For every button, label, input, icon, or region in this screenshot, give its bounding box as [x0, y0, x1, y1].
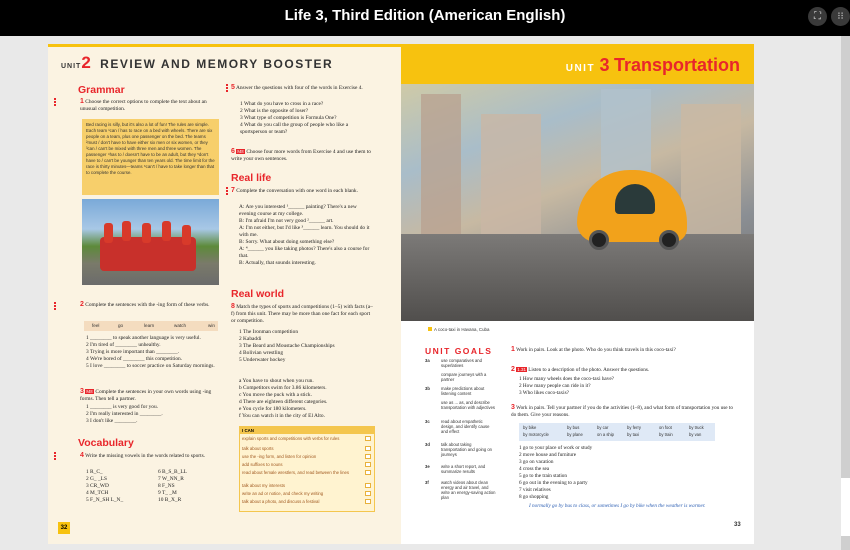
left-page — [48, 44, 401, 544]
i-can-item: use the -ing form, and listen for opinion — [242, 454, 317, 459]
checkbox[interactable] — [365, 446, 371, 451]
exercise-2: 2 Complete the sentences with the -ing form of these verbs. — [80, 301, 210, 308]
checkbox[interactable] — [365, 499, 371, 504]
exercise-4: 4 Write the missing vowels in the words related to sports. — [80, 452, 206, 459]
exercise-r2-items: 1 How many wheels does the coco-taxi have? 2 How many people can ride in it? 3 Who likes coco-taxis? — [519, 376, 614, 396]
conversation: A: Are you interested ¹______ painting? There's a new evening course at my college. B: I'm afraid I'm not very good ²______ art. A: I'm not either, but I'd like ³______ learn. You should do it with me. B: Sorry. What about doing something else? A: ⁴______ you like taking photos? There's also a course for that. B: Actually, that sounds interesting. — [239, 204, 370, 266]
real-world-title: Real world — [231, 288, 285, 300]
vocabulary-title: Vocabulary — [78, 437, 134, 449]
scroll-thumb[interactable] — [841, 478, 850, 536]
exercise-r2: 2 1.31 Listen to a description of the photo. Answer the questions. — [511, 366, 650, 373]
checkbox[interactable] — [365, 436, 371, 441]
exercise-8-facts: a You have to shout when you run. b Competitors swim for 3.86 kilometers. c You move the puck with a stick. d There are eighteen different categories. e You cycle for 180 kilometers. f You can watch it in the city of El Alto. — [239, 378, 328, 419]
unit-heading — [566, 55, 740, 76]
exercise-5-items: 1 What do you have to cross in a race? 2 What is the opposite of loser? 3 What type of competition is Formula One? 4 What do you call the group of people who like a sportsperson or team? — [240, 101, 349, 135]
checkbox[interactable] — [365, 470, 371, 475]
exercise-2-items: 1 ________ to speak another language is very useful. 2 I'm tired of ________ unhealthy. 3 Trying is more important than ________. 4 We're bored of ________ this competition. 5 I love ________ to soccer practice on Saturday mornings. — [86, 335, 215, 369]
exercise-r1: 1 Work in pairs. Look at the photo. Who do you think travels in this coco-taxi? — [511, 346, 676, 353]
i-can-title: I CAN — [240, 427, 374, 434]
word-list-1: 1 R_C_ 2 G_ _LS 3 CR_WD 4 M_TCH 5 F_N_SH L_N_ — [86, 469, 124, 503]
i-can-item: read about female wrestlers, and read between the lines — [242, 470, 350, 475]
grammar-title: Grammar — [78, 84, 125, 96]
exercise-3: 3 ME Complete the sentences in your own words using -ing forms. Then tell a partner. — [80, 388, 212, 402]
dots-marker — [54, 98, 57, 106]
side-scrollbar[interactable] — [841, 36, 850, 550]
goal-item: 3a use comparatives and superlatives — [425, 358, 482, 368]
review-heading — [61, 53, 333, 73]
unit-label: UNIT — [565, 63, 596, 74]
i-can-checklist — [239, 426, 375, 512]
dots-marker — [54, 302, 57, 310]
verbs-table: feel go learn watch win — [84, 321, 218, 331]
unit-goals-title: UNIT GOALS — [425, 346, 493, 356]
i-can-item: add suffixes to nouns — [242, 462, 283, 467]
bed-racing-text: Bed racing is silly, but it's also a lot of fun! The rules are simple. Each team ¹can / has to race on a bed with wheels. There are six people on a team, plus one passenger on the bed. The teams ²must / don't have to have either six men or six women, or they ³can / can't be mixed with three men and three women. The passenger ⁴has to / doesn't have to be an adult, but they ⁵don't have to / can't be younger than ten years old. The time limit for the race is thirty minutes—teams ⁶can't / have to take longer than that to complete the course. — [82, 119, 219, 195]
right-page — [401, 44, 754, 544]
dots-marker — [226, 84, 229, 92]
i-can-item: talk about a photo, and discuss a festival — [242, 499, 320, 504]
example-answer: I normally go by bus to class, or sometimes I go by bike when the weather is warmer. — [529, 503, 706, 509]
checkbox[interactable] — [365, 454, 371, 459]
exercise-1: 1 Choose the correct options to complete the text about an unusual competition. — [80, 98, 207, 112]
wheel-shape — [589, 230, 609, 250]
i-can-item: talk about sports — [242, 446, 274, 451]
exercise-6: 6 ME Choose four more words from Exercise 4 and use them to write your own sentences. — [231, 148, 371, 162]
i-can-item: explain sports and competitions with verbs for rules — [242, 436, 340, 441]
coco-taxi-photo — [401, 84, 754, 321]
exercise-3-items: 1 ________ is very good for you. 2 I'm really interested in ________. 3 I don't like ________. — [86, 404, 163, 424]
unit-title: Transportation — [613, 55, 740, 75]
i-can-item: write an ad or notice, and check my writing — [242, 491, 324, 496]
review-title: REVIEW AND MEMORY BOOSTER — [100, 57, 334, 71]
exercise-8: 8 Match the types of sports and competitions (1–5) with facts (a–f) from this unit. There may be more than one fact for each sport or competition. — [231, 303, 373, 324]
unit-number: 3 — [599, 55, 610, 75]
expand-icon[interactable]: ⛶ — [808, 7, 827, 26]
exercise-8-items: 1 The Ironman competition 2 Kabaddi 3 The Beard and Moustache Championships 4 Bolivian wrestling 5 Underwater hockey — [239, 329, 335, 363]
checkbox[interactable] — [365, 483, 371, 488]
unit-label: UNIT — [61, 63, 82, 70]
goal-item: 3c read about empathetic design, and identify cause and effect — [425, 419, 490, 434]
goal-item: 3b make predictions about listening content — [425, 386, 485, 396]
i-can-item: talk about my interests — [242, 483, 285, 488]
book-spread — [48, 44, 754, 544]
exercise-5: 5 Answer the questions with four of the words in Exercise 4. — [231, 84, 363, 91]
dots-marker — [226, 187, 229, 195]
exercise-r3: 3 Work in pairs. Tell your partner if you do the activities (1–8), and what form of transportation you use to do them. Give your reasons. — [511, 404, 733, 418]
viewer-toolbar — [0, 0, 850, 36]
photo-caption: A coco-taxi in Havana, Cuba — [428, 327, 489, 332]
goal-item: 3d talk about taking transportation and going on journeys — [425, 442, 492, 457]
wheel-shape — [659, 230, 679, 250]
page-top-rule — [48, 44, 401, 47]
checkbox[interactable] — [365, 491, 371, 496]
dots-marker — [54, 452, 57, 460]
transport-table: by bike by bus by car by ferry on foot by truck by motorcycle by plane on a ship by taxi by train by van — [519, 423, 715, 441]
grid-icon[interactable]: ⁝⁝ — [831, 7, 850, 26]
page-number: 32 — [58, 522, 70, 534]
checkbox[interactable] — [365, 462, 371, 467]
unit-number: 2 — [81, 53, 93, 72]
real-life-title: Real life — [231, 172, 272, 184]
exercise-r3-items: 1 go to your place of work or study 2 move house and furniture 3 go on vacation 4 cross the sea 5 go to the train station 6 go out in the evening to a party 7 visit relatives 8 go shopping — [519, 445, 593, 500]
exercise-7: 7 Complete the conversation with one word in each blank. — [231, 187, 358, 194]
bed-race-photo — [82, 199, 219, 285]
page-number: 33 — [734, 522, 741, 528]
goal-item: 3e write a short report, and summarize results — [425, 464, 486, 474]
goal-item: compare journeys with a partner — [441, 372, 487, 382]
goal-item: use as ... as, and describe transportation with adjectives — [441, 400, 495, 410]
goal-item: 3f watch videos about clean energy and air travel, and write an energy-saving action plan — [425, 480, 496, 500]
word-list-2: 6 B_S_B_LL 7 W_NN_R 8 F_NS 9 T_ _M 10 B_X_R — [158, 469, 187, 503]
document-title: Life 3, Third Edition (American English) — [284, 7, 566, 24]
